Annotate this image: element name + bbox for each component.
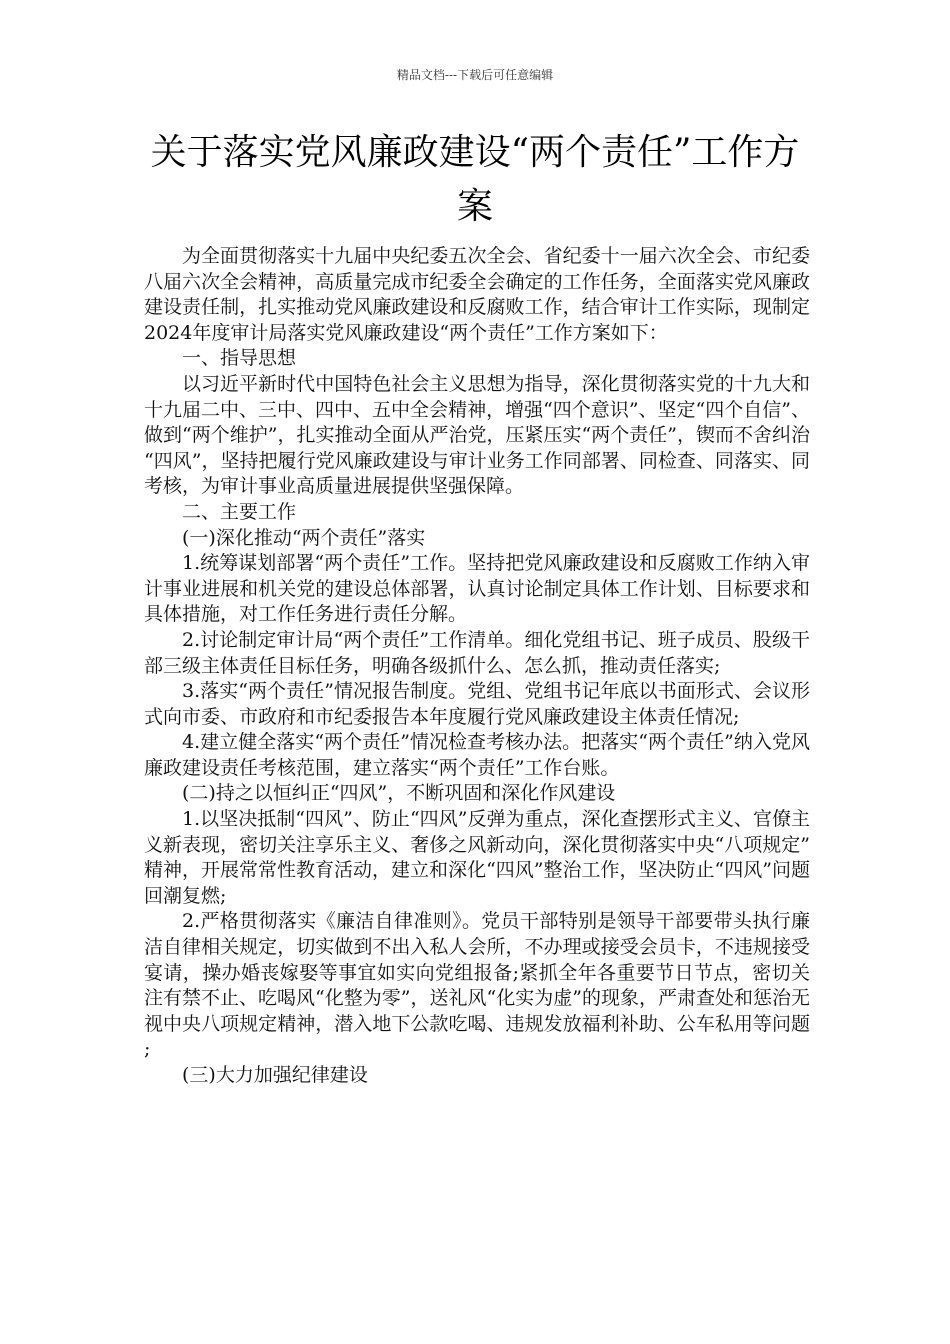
- document-title: 关于落实党风廉政建设“两个责任”工作方案: [150, 132, 800, 227]
- section-heading: 一、指导思想: [182, 347, 297, 370]
- subsection-heading: (三)大力加强纪律建设: [182, 1064, 368, 1086]
- subsection-heading: (二)持之以恒纠正“四风”，不断巩固和深化作风建设: [182, 782, 616, 805]
- list-item: 4.建立健全落实“两个责任”情况检查考核办法。把落实“两个责任”纳入党风廉政建设责任考核范围，建立落实“两个责任”工作台账。: [144, 731, 810, 779]
- list-item: 3.落实“两个责任”情况报告制度。党组、党组书记年底以书面形式、会议形式向市委、市政府和市纪委报告本年度履行党风廉政建设主体责任情况;: [144, 680, 810, 728]
- list-item: 1.以坚决抵制“四风”、防止“四风”反弹为重点，深化查摆形式主义、官僚主义新表现，密切关注享乐主义、奢侈之风新动向，深化贯彻落实中央“八项规定”精神，开展常常性教育活动，建立和深化“四风”整治工作，坚决防止“四风”问题回潮复燃;: [144, 808, 810, 907]
- list-item: 2.严格贯彻落实《廉洁自律准则》。党员干部特别是领导干部要带头执行廉洁自律相关规定，切实做到不出入私人会所，不办理或接受会员卡，不违规接受宴请，操办婚丧嫁娶等事宜如实向党组报备;紧抓全年各重要节日节点，密切关注有禁不止、吃喝风“化整为零”，送礼风“化实为虚”的现象，严肃查处和惩治无视中央八项规定精神，潜入地下公款吃喝、违规发放福利补助、公车私用等问题;: [144, 910, 810, 1061]
- intro-paragraph: 为全面贯彻落实十九届中央纪委五次全会、省纪委十一届六次全会、市纪委八届六次全会精神，高质量完成市纪委全会确定的工作任务，全面落实党风廉政建设责任制，扎实推动党风廉政建设和反腐败工作，结合审计工作实际，现制定2024年度审计局落实党风廉政建设“两个责任”工作方案如下：: [144, 245, 810, 344]
- document-body: [144, 244, 810, 1089]
- subsection-heading: (一)深化推动“两个责任”落实: [182, 526, 426, 549]
- list-item: 1.统筹谋划部署“两个责任”工作。坚持把党风廉政建设和反腐败工作纳入审计事业进展和机关党的建设总体部署，认真讨论制定具体工作计划、目标要求和具体措施，对工作任务进行责任分解。: [144, 552, 810, 626]
- page-header: 精品文档---下载后可任意编辑: [396, 68, 554, 82]
- body-paragraph: 以习近平新时代中国特色社会主义思想为指导，深化贯彻落实党的十九大和十九届二中、三中、四中、五中全会精神，增强“四个意识”、坚定“四个自信”、做到“两个维护”，扎实推动全面从严治党，压紧压实“两个责任”，锲而不舍纠治“四风”，坚持把履行党风廉政建设与审计业务工作同部署、同检查、同落实、同考核，为审计事业高质量进展提供坚强保障。: [144, 372, 810, 498]
- list-item: 2.讨论制定审计局“两个责任”工作清单。细化党组书记、班子成员、股级干部三级主体责任目标任务，明确各级抓什么、怎么抓，推动责任落实;: [144, 628, 810, 677]
- section-heading: 二、主要工作: [182, 500, 297, 523]
